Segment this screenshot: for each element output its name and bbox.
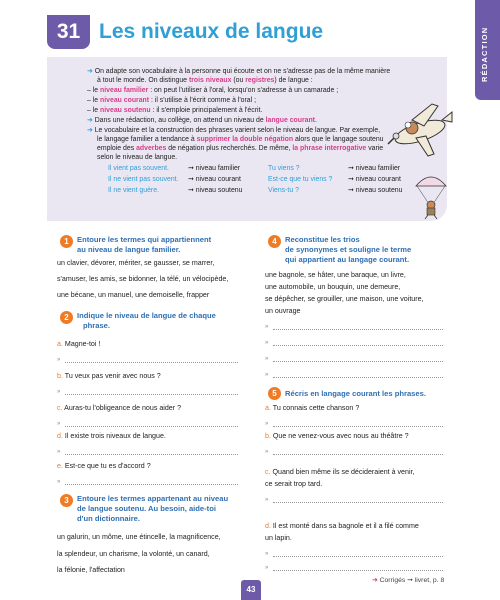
example-left-level: ➞ niveau soutenu (188, 187, 243, 194)
lesson-paragraph-2: ➜ Dans une rédaction, au collège, on attend un niveau de langue courant. (87, 117, 317, 124)
lesson-paragraph-3c: emploie des adverbes de négation plus recherchés. De même, la phrase interrogative varie (97, 145, 384, 152)
answer-marker-icon: » (57, 449, 61, 455)
exercise-item-continued: un lapin. (265, 534, 292, 542)
answer-line[interactable] (65, 426, 238, 427)
exercise-number: 1 (60, 235, 73, 248)
exercise-item: d. Il est monté dans sa bagnole et il a filé comme (265, 522, 419, 530)
right-arrow-icon: ➜ (87, 68, 93, 75)
lesson-paragraph-1a: ➜ On adapte son vocabulaire à la personne qui écoute et on ne s'adresse pas de la même manière (87, 68, 391, 75)
example-left-level: ➞ niveau familier (188, 165, 241, 172)
example-right-level: ➞ niveau courant (348, 176, 401, 183)
answer-line[interactable] (273, 502, 443, 503)
answer-marker-icon: » (57, 357, 61, 363)
answer-line[interactable] (65, 362, 238, 363)
lesson-paragraph-1b: à tout le monde. On distingue trois niveaux (ou registres) de langue : (97, 77, 313, 84)
right-arrow-icon: ➞ (188, 165, 196, 172)
answer-marker-icon: » (265, 421, 269, 427)
exercise-item: a. Tu connais cette chanson ? (265, 404, 360, 412)
example-right-source: Tu viens ? (268, 165, 300, 172)
exercise-number: 5 (268, 387, 281, 400)
answer-line[interactable] (273, 570, 443, 571)
answer-marker-icon: » (57, 389, 61, 395)
answers-reference-link[interactable]: ➜ Corrigés ➞ livret, p. 8 (372, 577, 445, 584)
exercise-item: c. Quand bien même ils se décideraient à venir, (265, 468, 415, 476)
level-courant-line: – le niveau courant : il s'utilise à l'écrit comme à l'oral ; (87, 97, 256, 104)
answer-line[interactable] (65, 394, 238, 395)
exercise-number: 2 (60, 311, 73, 324)
exercise-title: Reconstitue les trios de synonymes et souligne le terme qui appartient au langage courant. (285, 235, 412, 264)
example-left-source: Il ne vient pas souvent. (108, 176, 179, 183)
answer-marker-icon: » (265, 449, 269, 455)
example-left-source: Il ne vient guère. (108, 187, 159, 194)
answer-line[interactable] (273, 426, 443, 427)
word-list-line: se dépêcher, se grouiller, une maison, une voiture, (265, 295, 424, 303)
exercise-number: 3 (60, 494, 73, 507)
answer-line[interactable] (273, 345, 443, 346)
right-arrow-icon: ➜ (87, 117, 93, 124)
answer-line[interactable] (273, 454, 443, 455)
word-list-line: un ouvrage (265, 307, 301, 315)
example-right-level: ➞ niveau soutenu (348, 187, 403, 194)
page-number: 43 (241, 580, 261, 600)
parachutist-illustration (412, 172, 450, 220)
right-arrow-icon: ➞ (407, 577, 413, 584)
word-list-line: un clavier, dévorer, mériter, se gausser, se marrer, (57, 259, 215, 267)
right-arrow-icon: ➞ (188, 187, 196, 194)
answer-line[interactable] (273, 377, 443, 378)
section-tab (475, 0, 500, 100)
answer-marker-icon: » (57, 421, 61, 427)
answer-line[interactable] (65, 484, 238, 485)
exercise-item: d. Il existe trois niveaux de langue. (57, 432, 166, 440)
exercise-item: c. Auras-tu l'obligeance de nous aider ? (57, 404, 182, 412)
exercise-item: b. Que ne venez-vous avec nous au théâtre ? (265, 432, 409, 440)
exercise-title: Récris en langage courant les phrases. (285, 389, 426, 398)
answer-line[interactable] (273, 556, 443, 557)
answer-marker-icon: » (265, 497, 269, 503)
exercise-title: Entoure les termes appartenant au niveau de langue soutenu. Au besoin, aide-toi d'un dictionnaire. (77, 494, 229, 523)
word-list-line: une bagnole, se hâter, une baraque, un livre, (265, 271, 406, 279)
answer-marker-icon: » (265, 340, 269, 346)
example-left-source: Il vient pas souvent. (108, 165, 169, 172)
chapter-number: 31 (47, 15, 90, 49)
word-list-line: la félonie, l'affectation (57, 566, 125, 574)
exercise-item: b. Tu veux pas venir avec nous ? (57, 372, 161, 380)
right-arrow-icon: ➞ (188, 176, 196, 183)
word-list-line: un galurin, un môme, une étincelle, la magnificence, (57, 533, 221, 541)
exercise-item: a. Magne-toi ! (57, 340, 101, 348)
section-tab-label: RÉDACTION (480, 26, 489, 82)
example-right-level: ➞ niveau familier (348, 165, 401, 172)
right-arrow-icon: ➞ (348, 165, 356, 172)
example-right-source: Viens-tu ? (268, 187, 299, 194)
answer-marker-icon: » (265, 356, 269, 362)
example-right-source: Est-ce que tu viens ? (268, 176, 333, 183)
answer-marker-icon: » (265, 324, 269, 330)
lesson-paragraph-3b: le langage familier a tendance à supprimer la double négation alors que le langage soutenu (97, 136, 384, 143)
level-soutenu-line: – le niveau soutenu : il s'emploie principalement à l'écrit. (87, 107, 263, 114)
exercise-item-continued: ce serait trop tard. (265, 480, 323, 488)
answer-marker-icon: » (57, 479, 61, 485)
answer-line[interactable] (65, 454, 238, 455)
example-left-level: ➞ niveau courant (188, 176, 241, 183)
answer-marker-icon: » (265, 551, 269, 557)
exercise-number: 4 (268, 235, 281, 248)
right-arrow-icon: ➞ (348, 187, 356, 194)
exercise-title: Entoure les termes qui appartiennent au niveau de langue familier. (77, 235, 212, 254)
answer-marker-icon: » (265, 565, 269, 571)
answer-line[interactable] (273, 329, 443, 330)
right-arrow-icon: ➜ (372, 577, 378, 584)
word-list-line: une automobile, un bouquin, une demeure, (265, 283, 401, 291)
word-list-line: la splendeur, un charisme, la volonté, un canard, (57, 550, 210, 558)
answer-line[interactable] (273, 361, 443, 362)
level-familier-line: – le niveau familier : on peut l'utiliser à l'oral, lorsqu'on s'adresse à un camarade ; (87, 87, 339, 94)
right-arrow-icon: ➞ (348, 176, 356, 183)
right-arrow-icon: ➜ (87, 127, 93, 134)
word-list-line: une bécane, un manuel, une demoiselle, frapper (57, 291, 210, 299)
exercise-title: Indique le niveau de langue de chaque phrase. (77, 311, 216, 330)
answer-marker-icon: » (265, 372, 269, 378)
airplane-illustration (382, 98, 454, 160)
lesson-paragraph-3d: selon le niveau de langue. (97, 154, 178, 161)
exercise-item: e. Est-ce que tu es d'accord ? (57, 462, 151, 470)
lesson-paragraph-3a: ➜ Le vocabulaire et la construction des phrases varient selon le niveau de langue. Par exemple, (87, 127, 381, 134)
page-title: Les niveaux de langue (99, 20, 324, 43)
word-list-line: s'amuser, les amis, se bidonner, la télé, un vélocipède, (57, 275, 229, 283)
